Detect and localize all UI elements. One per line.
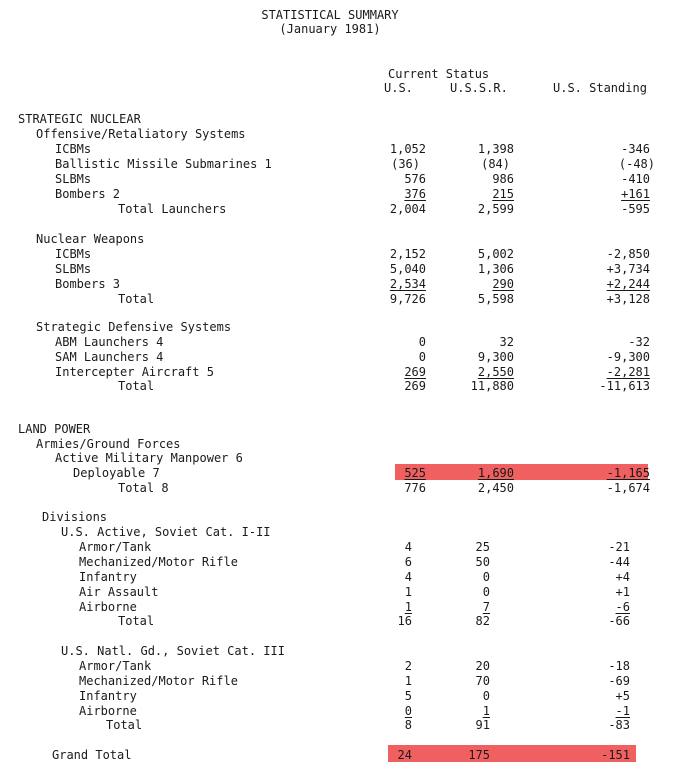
cell-ussr: 5,598 <box>477 292 514 306</box>
row-label: Bombers 3 <box>55 277 121 291</box>
cell-standing: +4 <box>615 570 630 584</box>
row-label: ICBMs <box>55 247 92 261</box>
cell-ussr: 1,690 <box>477 466 514 480</box>
subsection-heading: Offensive/Retaliatory Systems <box>36 127 246 141</box>
cell-standing: +2,244 <box>606 277 650 291</box>
column-group-header: Current Status <box>388 67 490 81</box>
cell-us: 2,004 <box>389 202 426 216</box>
section-heading: LAND POWER <box>18 422 91 436</box>
cell-standing: -44 <box>608 555 630 569</box>
row-label: Intercepter Aircraft 5 <box>55 365 214 379</box>
cell-standing: -346 <box>621 142 650 156</box>
cell-standing: -1 <box>615 704 630 718</box>
cell-standing: +1 <box>615 585 630 599</box>
cell-ussr: 175 <box>468 748 490 762</box>
row-label: ICBMs <box>55 142 92 156</box>
cell-standing: -151 <box>601 748 630 762</box>
cell-ussr: 50 <box>475 555 490 569</box>
row-label: Mechanized/Motor Rifle <box>79 674 238 688</box>
subsection-heading: U.S. Natl. Gd., Soviet Cat. III <box>61 644 285 658</box>
cell-standing: +161 <box>621 187 650 201</box>
cell-ussr: 91 <box>475 718 490 732</box>
row-label: Airborne <box>79 704 137 718</box>
subsection-heading: Armies/Ground Forces <box>36 437 181 451</box>
cell-standing: -6 <box>615 600 630 614</box>
cell-ussr: 5,002 <box>477 247 514 261</box>
cell-us: 9,726 <box>389 292 426 306</box>
total-label: Total Launchers <box>118 202 227 216</box>
total-label: Total <box>118 292 155 306</box>
cell-ussr: 290 <box>492 277 514 291</box>
cell-ussr: 1,306 <box>477 262 514 276</box>
cell-ussr: 1,398 <box>477 142 514 156</box>
row-label: Ballistic Missile Submarines 1 <box>55 157 272 171</box>
row-label: Mechanized/Motor Rifle <box>79 555 238 569</box>
cell-us: 2,534 <box>389 277 426 291</box>
cell-standing: -32 <box>628 335 650 349</box>
document-subtitle: (January 1981) <box>279 22 381 36</box>
cell-ussr: 32 <box>499 335 514 349</box>
row-label: SLBMs <box>55 262 92 276</box>
cell-ussr: 2,450 <box>477 481 514 495</box>
cell-standing: -21 <box>608 540 630 554</box>
section-heading: STRATEGIC NUCLEAR <box>18 112 141 126</box>
cell-us: 8 <box>404 718 412 732</box>
cell-ussr: 0 <box>482 585 490 599</box>
cell-standing: -1,165 <box>606 466 650 480</box>
grand-total-label: Grand Total <box>52 748 132 762</box>
cell-us: 24 <box>397 748 412 762</box>
cell-ussr: 82 <box>475 614 490 628</box>
row-label: SAM Launchers 4 <box>55 350 164 364</box>
document-title: STATISTICAL SUMMARY <box>261 8 399 22</box>
row-label: Air Assault <box>79 585 159 599</box>
cell-ussr: 1 <box>482 704 490 718</box>
cell-standing: -1,674 <box>606 481 650 495</box>
subsection-heading: Nuclear Weapons <box>36 232 145 246</box>
cell-us: 376 <box>404 187 426 201</box>
cell-standing: -69 <box>608 674 630 688</box>
row-label: Airborne <box>79 600 137 614</box>
cell-ussr: 25 <box>475 540 490 554</box>
cell-us: 6 <box>404 555 412 569</box>
cell-standing: -11,613 <box>599 379 650 393</box>
cell-ussr: (84) <box>481 157 510 171</box>
row-label: Infantry <box>79 570 137 584</box>
row-label: SLBMs <box>55 172 92 186</box>
cell-standing: +3,734 <box>606 262 650 276</box>
cell-ussr: 0 <box>482 570 490 584</box>
subsection-heading: Strategic Defensive Systems <box>36 320 232 334</box>
cell-us: 4 <box>404 570 412 584</box>
cell-us: 1 <box>404 674 412 688</box>
cell-ussr: 20 <box>475 659 490 673</box>
cell-us: 576 <box>404 172 426 186</box>
cell-us: 525 <box>404 466 426 480</box>
cell-us: (36) <box>391 157 420 171</box>
subsection-heading: Active Military Manpower 6 <box>55 451 243 465</box>
row-label: Deployable 7 <box>73 466 160 480</box>
cell-standing: -410 <box>621 172 650 186</box>
cell-us: 269 <box>404 379 426 393</box>
cell-us: 2 <box>404 659 412 673</box>
cell-standing: -2,281 <box>606 365 650 379</box>
total-label: Total <box>106 718 143 732</box>
cell-standing: -18 <box>608 659 630 673</box>
total-label: Total 8 <box>118 481 169 495</box>
column-header-us: U.S. <box>384 81 413 95</box>
cell-standing: (-48) <box>618 157 655 171</box>
cell-us: 5 <box>404 689 412 703</box>
row-label: ABM Launchers 4 <box>55 335 164 349</box>
cell-us: 0 <box>418 350 426 364</box>
cell-us: 776 <box>404 481 426 495</box>
cell-ussr: 9,300 <box>477 350 514 364</box>
total-label: Total <box>118 379 155 393</box>
cell-ussr: 986 <box>492 172 514 186</box>
cell-us: 2,152 <box>389 247 426 261</box>
column-header-standing: U.S. Standing <box>553 81 647 95</box>
cell-us: 269 <box>404 365 426 379</box>
cell-ussr: 215 <box>492 187 514 201</box>
cell-standing: +3,128 <box>606 292 650 306</box>
cell-standing: +5 <box>615 689 630 703</box>
cell-standing: -9,300 <box>606 350 650 364</box>
cell-us: 1,052 <box>389 142 426 156</box>
row-label: Bombers 2 <box>55 187 121 201</box>
cell-ussr: 11,880 <box>470 379 514 393</box>
cell-ussr: 0 <box>482 689 490 703</box>
cell-standing: -595 <box>621 202 650 216</box>
row-label: Armor/Tank <box>79 659 152 673</box>
row-label: Armor/Tank <box>79 540 152 554</box>
cell-standing: -2,850 <box>606 247 650 261</box>
cell-us: 16 <box>397 614 412 628</box>
column-header-ussr: U.S.S.R. <box>450 81 508 95</box>
row-label: Infantry <box>79 689 137 703</box>
subsection-heading: U.S. Active, Soviet Cat. I-II <box>61 525 271 539</box>
cell-us: 5,040 <box>389 262 426 276</box>
cell-ussr: 2,550 <box>477 365 514 379</box>
cell-standing: -66 <box>608 614 630 628</box>
cell-ussr: 70 <box>475 674 490 688</box>
cell-us: 1 <box>404 600 412 614</box>
cell-us: 0 <box>418 335 426 349</box>
cell-standing: -83 <box>608 718 630 732</box>
subsection-heading: Divisions <box>42 510 108 524</box>
total-label: Total <box>118 614 155 628</box>
cell-ussr: 7 <box>482 600 490 614</box>
cell-ussr: 2,599 <box>477 202 514 216</box>
cell-us: 0 <box>404 704 412 718</box>
cell-us: 4 <box>404 540 412 554</box>
cell-us: 1 <box>404 585 412 599</box>
